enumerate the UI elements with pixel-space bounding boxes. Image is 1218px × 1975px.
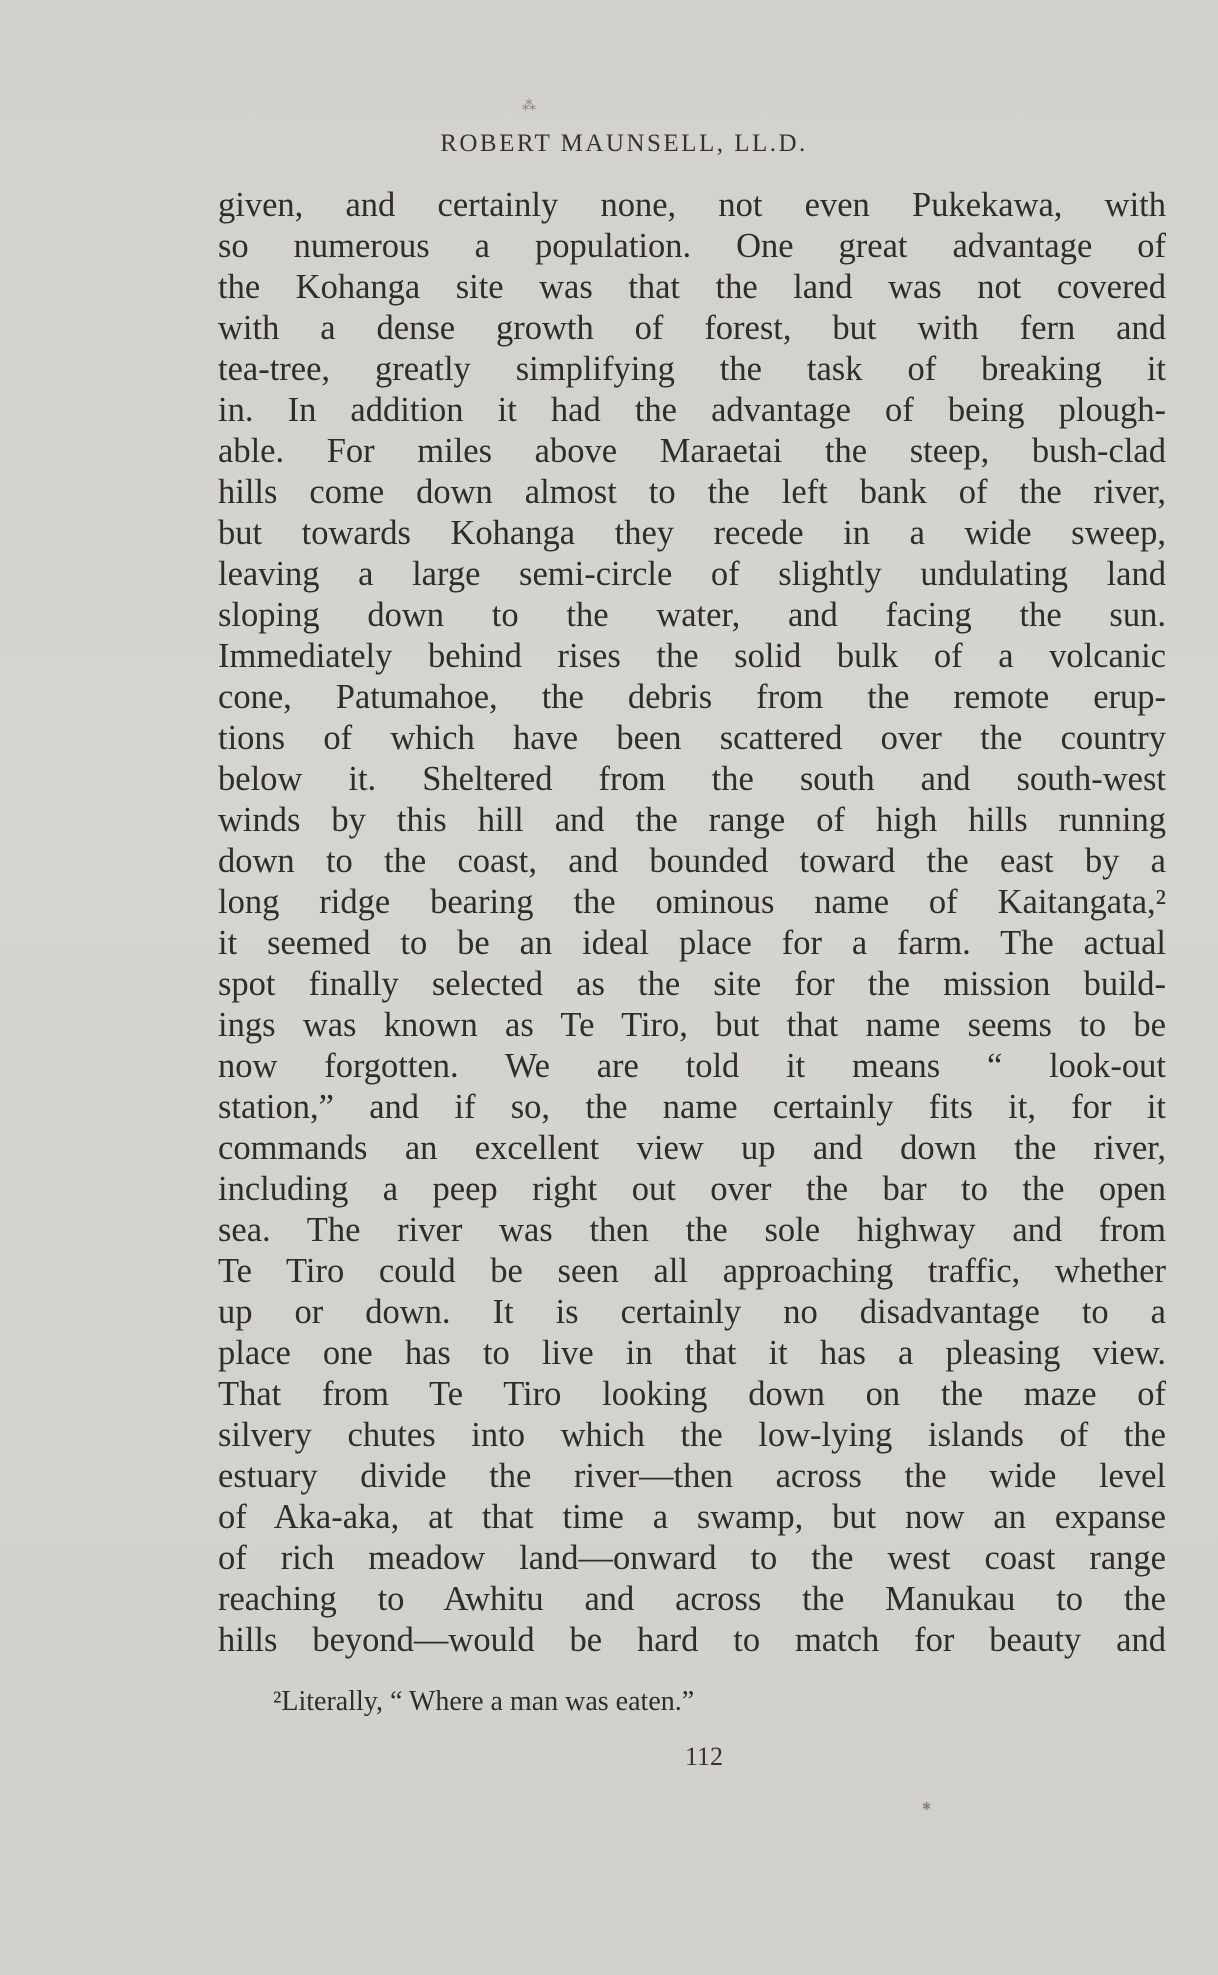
text-line: Immediately behind rises the solid bulk of a volcanic [218,637,1166,675]
text-line: station,” and if so, the name certainly fits it, for it [218,1088,1166,1126]
text-line: the Kohanga site was that the land was not covered [218,268,1166,306]
text-line: That from Te Tiro looking down on the maze of [218,1375,1166,1413]
page-number: 112 [684,1742,724,1771]
text-line: commands an excellent view up and down the river, [218,1129,1166,1167]
text-line: with a dense growth of forest, but with fern and [218,309,1166,347]
text-line: of Aka-aka, at that time a swamp, but now an expanse [218,1498,1166,1536]
text-line: long ridge bearing the ominous name of Kaitangata,² [218,883,1166,921]
text-line: reaching to Awhitu and across the Manukau to the [218,1580,1166,1618]
text-line: in. In addition it had the advantage of being plough- [218,391,1166,429]
text-line: tea-tree, greatly simplifying the task of breaking it [218,350,1166,388]
text-line: silvery chutes into which the low-lying islands of the [218,1416,1166,1454]
text-line: cone, Patumahoe, the debris from the remote erup- [218,678,1166,716]
text-line: hills beyond—would be hard to match for beauty and [218,1621,1166,1659]
text-line: hills come down almost to the left bank of the river, [218,473,1166,511]
text-line: tions of which have been scattered over the country [218,719,1166,757]
text-line: but towards Kohanga they recede in a wide sweep, [218,514,1166,552]
text-line: down to the coast, and bounded toward the east by a [218,842,1166,880]
ink-speck-mark: ⁂ [522,99,536,114]
text-line: of rich meadow land—onward to the west coast range [218,1539,1166,1577]
text-line: spot finally selected as the site for the mission build- [218,965,1166,1003]
text-line: now forgotten. We are told it means “ look-out [218,1047,1166,1085]
text-line: leaving a large semi-circle of slightly undulating land [218,555,1166,593]
text-line: sea. The river was then the sole highway and from [218,1211,1166,1249]
running-head: ROBERT MAUNSELL, LL.D. [440,130,808,157]
text-line: so numerous a population. One great advantage of [218,227,1166,265]
text-line: it seemed to be an ideal place for a farm. The actual [218,924,1166,962]
text-line: sloping down to the water, and facing the sun. [218,596,1166,634]
text-line: ings was known as Te Tiro, but that name seems to be [218,1006,1166,1044]
footnote: ²Literally, “ Where a man was eaten.” [273,1686,695,1717]
text-line: including a peep right out over the bar to the open [218,1170,1166,1208]
text-line: winds by this hill and the range of high hills running [218,801,1166,839]
text-line: place one has to live in that it has a pleasing view. [218,1334,1166,1372]
ink-speck-mark: ✱ [922,1801,932,1813]
text-line: up or down. It is certainly no disadvantage to a [218,1293,1166,1331]
text-line: estuary divide the river—then across the wide level [218,1457,1166,1495]
text-line: able. For miles above Maraetai the steep, bush-clad [218,432,1166,470]
body-text [218,185,1166,1661]
text-line: Te Tiro could be seen all approaching traffic, whether [218,1252,1166,1290]
text-line: given, and certainly none, not even Pukekawa, with [218,186,1166,224]
text-line: below it. Sheltered from the south and south-west [218,760,1166,798]
